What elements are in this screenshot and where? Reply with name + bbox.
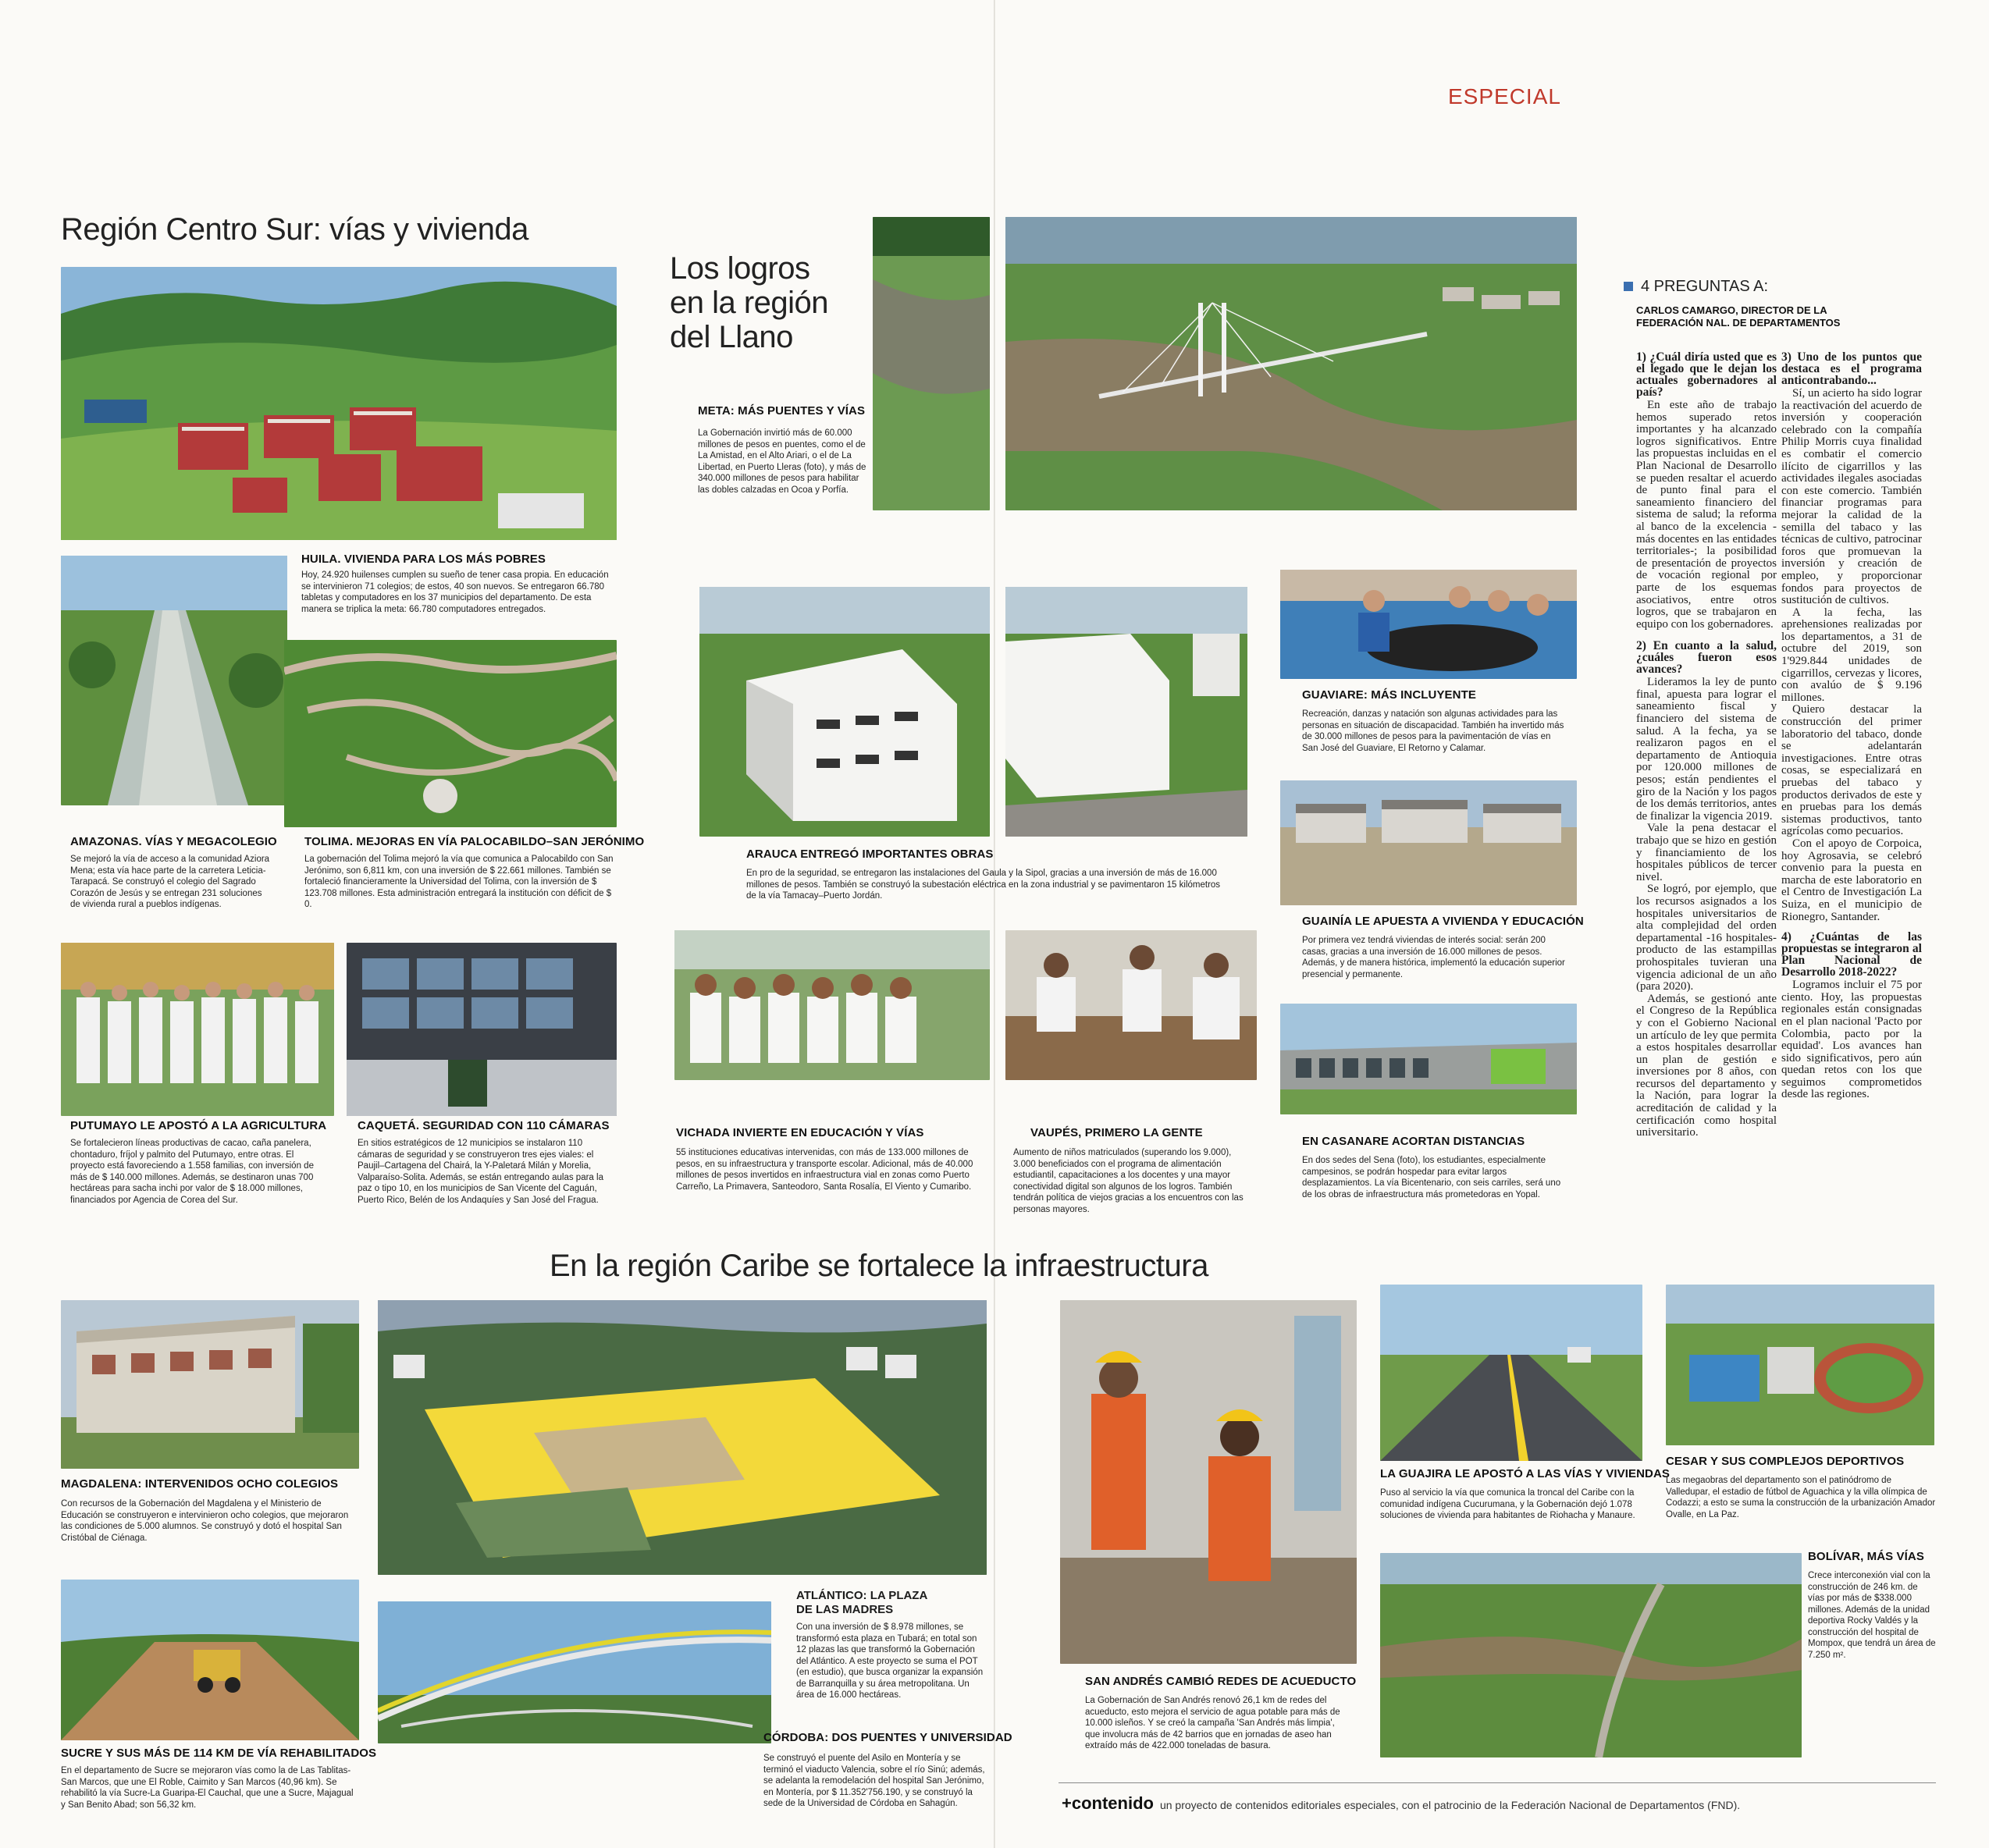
guainia-heading: GUAINÍA LE APUESTA A VIVIENDA Y EDUCACIÓN [1302, 915, 1584, 928]
sucre-heading: SUCRE Y SUS MÁS DE 114 KM DE VÍA REHABILITADOS [61, 1747, 377, 1760]
arauca-body: En pro de la seguridad, se entregaron las instalaciones del Gaula y la Sipol, gracias a una inversión de más de 16.000 millones de pesos. También se construyó la subestación eléctrica en la zona industrial y se pavimentaron 15 kilómetros de la vía Tamacay–Puerto Jordán. [746, 869, 1221, 901]
question-1: 1) ¿Cuál diría usted que es el legado que le dejan los actuales gobernadores al país? [1636, 350, 1777, 399]
caqueta-photo [347, 943, 617, 1116]
san-andres-photo [1060, 1300, 1357, 1664]
vaupes-heading: VAUPÉS, PRIMERO LA GENTE [1030, 1126, 1203, 1139]
san-andres-heading: SAN ANDRÉS CAMBIÓ REDES DE ACUEDUCTO [1085, 1675, 1357, 1688]
tolima-photo [284, 640, 617, 827]
caqueta-heading: CAQUETÁ. SEGURIDAD CON 110 CÁMARAS [358, 1119, 610, 1132]
answer-2b: Vale la pena destacar el trabajo que se hizo en gestión y financiamiento de los hospitales públicos de tercer nivel. [1636, 822, 1777, 883]
interview-subject-line-2: FEDERACIÓN NAL. DE DEPARTAMENTOS [1636, 317, 1841, 329]
meta-bridge-photo [1005, 217, 1577, 510]
putumayo-body: Se fortalecieron líneas productivas de cacao, caña panelera, chontaduro, fríjol y palmito del Putumayo, entre otras. El proyecto está favoreciendo a 1.558 familias, con inversión de más de $ 140.000 millones. Además, se destinaron unas 700 hectáreas para sacha inchi por valor de $ 18.000 millones, financiados por Agencia de Corea del Sur. [70, 1139, 314, 1205]
footer-text: un proyecto de contenidos editoriales especiales, con el patrocinio de la Federación Nacional de Departamentos (FND). [1159, 1799, 1741, 1811]
cesar-heading: CESAR Y SUS COMPLEJOS DEPORTIVOS [1666, 1455, 1905, 1468]
magdalena-heading: MAGDALENA: INTERVENIDOS OCHO COLEGIOS [61, 1477, 339, 1491]
caqueta-body: En sitios estratégicos de 12 municipios se instalaron 110 cámaras de seguridad y se construyeron tres ejes viales: el Paujil–Cartagena del Chairá, la Y-Paletará Milán y Morelia, Valparaíso-Solita. Además, se están entregando aulas para la paz o tipo 10, en los municipios de San Vicente del Caguán, Puerto Rico, Belén de los Andaquíes y San José del Fragua. [358, 1139, 603, 1205]
magdalena-body: Con recursos de la Gobernación del Magdalena y el Ministerio de Educación se construyeron e intervinieron ocho colegios, que mejoraron las condiciones de 5.000 alumnos. Se construyó y dotó el hospital San Cristóbal de Ciénaga. [61, 1499, 349, 1543]
guajira-heading: LA GUAJIRA LE APOSTÓ A LAS VÍAS Y VIVIENDAS [1380, 1467, 1671, 1480]
cordoba-body: Se construyó el puente del Asilo en Montería y se terminó el viaducto Valencia, sobre el río Sinú; además, se adelanta la remodelación del hospital San Jerónimo, en Montería, por $ 11.352'756.190, y se construyó la sede de la Universidad de Córdoba en Sahagún. [763, 1754, 985, 1808]
footer [1062, 1793, 1740, 1814]
cesar-body: Las megaobras del departamento son el patinódromo de Valledupar, el estadio de fútbol de Aguachica y la villa olímpica de Codazzi; a esto se suma la construcción de la urbanización Amador Ovalle, en La Paz. [1666, 1476, 1936, 1519]
sucre-photo [61, 1580, 359, 1740]
meta-body: La Gobernación invirtió más de 60.000 millones de pesos en puentes, como el de La Amistad, en el Alto Ariari, o el de La Libertad, en Puerto Lleras (foto), y más de 340.000 millones de pesos para habilitar las dobles calzadas en Ocoa y Porfía. [698, 428, 866, 495]
llano-title-line-2: en la región [670, 286, 829, 320]
answer-2d: Además, se gestionó ante el Congreso de la República y con el Gobierno Nacional un artículo de ley que permita a estos hospitales desarrollar un plan de gestión e inversiones por 8 años, con recursos del departamento y la Nación, para lograr la acreditación de calidad y la certificación como hospital universitario. [1636, 992, 1777, 1139]
guaviare-photo [1280, 570, 1577, 679]
caribe-title: En la región Caribe se fortalece la infraestructura [550, 1249, 1208, 1283]
atlantico-body: Con una inversión de $ 8.978 millones, se transformó esta plaza en Tubará; en total son 12 plazas las que transformó la Gobernación del Atlántico. A este proyecto se suma el POT (en estudio), que busca organizar la expansión de Barranquilla y su área metropolitana. Un área de 16.000 hectáreas. [796, 1622, 984, 1700]
vaupes-photo [1005, 930, 1257, 1080]
atlantico-heading [796, 1589, 927, 1617]
bolivar-body: Crece interconexión vial con la construcción de 246 km. de vías por más de $338.000 millones. Además de la unidad deportiva Rocky Valdés y la construcción del hospital de Mompox, que tendrá un área de 7.250 m². [1808, 1571, 1936, 1660]
page-fold [994, 0, 995, 1848]
magdalena-photo [61, 1300, 359, 1469]
huila-heading: HUILA. VIVIENDA PARA LOS MÁS POBRES [301, 553, 546, 566]
answer-4: Logramos incluir el 75 por ciento. Hoy, las propuestas regionales están consignadas en el plan nacional 'Pacto por Colombia, pacto por la equidad'. Los avances han sido significativos, pero aún quedan retos con los que seguimos comprometidos desde las regiones. [1781, 979, 1922, 1101]
interview-kicker-text: 4 PREGUNTAS A: [1641, 278, 1769, 295]
atlantico-heading-line-2: DE LAS MADRES [796, 1603, 894, 1616]
huila-photo [61, 267, 617, 540]
interview-subject-line-1: CARLOS CAMARGO, DIRECTOR DE LA [1636, 304, 1827, 316]
vichada-photo [674, 930, 990, 1080]
amazonas-heading: AMAZONAS. VÍAS Y MEGACOLEGIO [70, 835, 277, 848]
answer-3b: A la fecha, las aprehensiones realizadas por los departamentos, a 31 de octubre del 2019, son 1'929.844 unidades de cigarrillos, cervezas y licores, con avalúo de $ 9.196 millones. [1781, 606, 1922, 704]
answer-1: En este año de trabajo hemos superado retos importantes y ha alcanzado logros significativos. Entre las propuestas incluidas en el Plan Nacional de Desarrollo se pueden resaltar el acuerdo de punto final para el saneamiento financiero del sistema de salud; la reforma al banco de la excelencia -más docentes en las entidades territoriales-; la posibilidad de presentación de proyectos de vocación regional por parte de los esquemas asociativos, entre otros logros, que se trabajaron en equipo con los gobernadores. [1636, 399, 1777, 631]
guajira-body: Puso al servicio la vía que comunica la troncal del Caribe con la comunidad indígena Cucurumana, y la Gobernación dejó 1.078 soluciones de vivienda para habitantes de Riohacha y Manaure. [1380, 1488, 1635, 1520]
answer-3c: Quiero destacar la construcción del primer laboratorio del tabaco, donde se adelantarán investigaciones. Entre otras cosas, se especializará en pruebas del tabaco y productos derivados de este y en pruebas para los demás sistemas productivos, tanto agrícolas como pecuarios. [1781, 703, 1922, 838]
interview-kicker [1624, 278, 1768, 296]
footer-rule [1059, 1782, 1936, 1783]
bolivar-heading: BOLÍVAR, MÁS VÍAS [1808, 1550, 1924, 1563]
atlantico-heading-line-1: ATLÁNTICO: LA PLAZA [796, 1589, 928, 1602]
vichada-body: 55 instituciones educativas intervenidas, con más de 133.000 millones de pesos, en su infraestructura y transporte escolar. Adicional, más de 40.000 millones de pesos invertidos en infraestructura vial en zonas como Puerto Carreño, La Primavera, Santeodoro, Santa Rosalía, El Viento y Cumaribo. [676, 1148, 973, 1192]
interview-col-1 [1636, 348, 1777, 1139]
tolima-body: La gobernación del Tolima mejoró la vía que comunica a Palocabildo con San Jerónimo, son 6,811 km, con una inversión de $ 22.661 millones. También se fortaleció financieramente la Universidad del Tolima, con la inversión de $ 123.708 millones. Esta administración entregará la institución con déficit de $ 0. [304, 855, 614, 909]
guaviare-heading: GUAVIARE: MÁS INCLUYENTE [1302, 688, 1476, 702]
arauca-heading: ARAUCA ENTREGÓ IMPORTANTES OBRAS [746, 848, 994, 861]
casanare-photo [1280, 1004, 1577, 1114]
huila-body: Hoy, 24.920 huilenses cumplen su sueño de tener casa propia. En educación se intervinieron 71 colegios; de estos, 40 son nuevos. Se entregaron 66.780 tabletas y computadores en los 37 municipios del departamento. De esta manera se triplica la meta: 66.780 computadores entregados. [301, 570, 609, 614]
arauca-photo-left [699, 587, 990, 837]
vichada-heading: VICHADA INVIERTE EN EDUCACIÓN Y VÍAS [676, 1126, 924, 1139]
meta-heading: META: MÁS PUENTES Y VÍAS [698, 404, 866, 418]
question-2: 2) En cuanto a la salud, ¿cuáles fueron esos avances? [1636, 639, 1777, 677]
putumayo-photo [61, 943, 334, 1116]
footer-brand: +contenido [1062, 1793, 1154, 1813]
vaupes-body: Aumento de niños matriculados (superando los 9.000), 3.000 beneficiados con el programa de alimentación estudiantil, capacitaciones a los docentes y una mayor conectividad digital son algunos de los logros. También tendrán política de viejos gracias a los encuentros con las personas mayores. [1013, 1148, 1244, 1214]
llano-title-line-3: del Llano [670, 320, 793, 354]
san-andres-body: La Gobernación de San Andrés renovó 26,1 km de redes del acueducto, esto mejora el servicio de agua potable para más de 10.000 isleños. Y se creó la campaña 'San Andrés más limpia', que involucra más de 42 barrios que en jornadas de aseo han extraído más de 422.000 toneladas de basura. [1085, 1696, 1340, 1750]
atlantico-plaza-photo [378, 1300, 987, 1575]
section-label: ESPECIAL [1448, 84, 1561, 108]
question-4: 4) ¿Cuántas de las propuestas se integraron al Plan Nacional de Desarrollo 2018-2022? [1781, 930, 1922, 979]
square-bullet-icon [1624, 282, 1633, 291]
llano-title [670, 251, 828, 354]
interview-col-2 [1781, 348, 1922, 1101]
guainia-body: Por primera vez tendrá viviendas de interés social: serán 200 casas, gracias a una inversión de 16.000 millones de pesos. Además, y de manera histórica, implementó la educación superior presencial y permanente. [1302, 936, 1565, 979]
llano-title-line-1: Los logros [670, 251, 810, 286]
cesar-sports-photo [1666, 1285, 1934, 1445]
answer-3: Sí, un acierto ha sido lograr la reactivación del acuerdo de inversión y cooperación celebrado con la compañía Philip Morris cuya finalidad es combatir el comercio ilícito de cigarrillos y las actividades ilegales asociadas con este comercio. También financiar programas para mejorar la calidad de la semilla del tabaco y las técnicas de cultivo, patrocinar foros que promuevan la inversión y creación de empleo, y proporcionar fondos para proyectos de sustitución de cultivos. [1781, 387, 1922, 607]
guaviare-body: Recreación, danzas y natación son algunas actividades para las personas en situación de discapacidad. También ha invertido más de 30.000 millones de pesos para la pavimentación de vías en San José del Guaviare, El Retorno y Calamar. [1302, 709, 1564, 753]
cordoba-heading: CÓRDOBA: DOS PUENTES Y UNIVERSIDAD [763, 1731, 1012, 1744]
interview-subject [1636, 304, 1840, 329]
casanare-heading: EN CASANARE ACORTAN DISTANCIAS [1302, 1135, 1525, 1148]
centro-sur-title: Región Centro Sur: vías y vivienda [61, 212, 528, 247]
guainia-photo [1280, 780, 1577, 905]
bolivar-river-photo [1380, 1553, 1802, 1757]
sucre-body: En el departamento de Sucre se mejoraron vías como la de Las Tablitas-San Marcos, que une El Roble, Caimito y San Marcos (40,96 km). Se rehabilitó la vía Sucre-La Guaripa-El Cauchal, que une a Sucre, Majagual y San Benito Abad; son 56,32 km. [61, 1766, 354, 1810]
casanare-body: En dos sedes del Sena (foto), los estudiantes, especialmente campesinos, se podrán hospedar para evitar largos desplazamientos. La vía Bicentenario, con seis carriles, será uno de los obras de infraestructura más prometedoras en Yopal. [1302, 1156, 1561, 1199]
answer-2c: Se logró, por ejemplo, que los recursos asignados a los hospitales universitarios de alta complejidad del orden departamental -16 hospitales- producto de las estampillas prohospitales tuvieran una vigencia adicional de un año (para 2020). [1636, 883, 1777, 993]
meta-bridge-photo-left [873, 217, 990, 510]
answer-3d: Con el apoyo de Corpoica, hoy Agrosavia, se celebró convenio para la puesta en marcha de este laboratorio en el Centro de Investigación La Suiza, en el municipio de Rionegro, Santander. [1781, 837, 1922, 923]
answer-2: Lideramos la ley de punto final, apuesta para lograr el saneamiento fiscal y financiero del sistema de salud. A la fecha, ya se realizaron pagos en el departamento de Antioquia por 120.000 millones de pesos; están pendientes el giro de la Nación y los pagos de los demás territorios, antes de finalizar la vigencia 2019. [1636, 676, 1777, 823]
cordoba-bridge-photo [378, 1601, 771, 1743]
guajira-road-photo [1380, 1285, 1642, 1461]
tolima-heading: TOLIMA. MEJORAS EN VÍA PALOCABILDO–SAN JERÓNIMO [304, 835, 645, 848]
question-3: 3) Uno de los puntos que destaca es el programa anticontrabando... [1781, 350, 1922, 387]
amazonas-body: Se mejoró la vía de acceso a la comunidad Aziora Mena; esta vía hace parte de la carretera Leticia-Tarapacá. Se construyó el colegio del Sagrado Corazón de Jesús y se entregan 231 soluciones de vivienda rural a pueblos indígenas. [70, 855, 270, 909]
arauca-photo-right [1005, 587, 1247, 837]
putumayo-heading: PUTUMAYO LE APOSTÓ A LA AGRICULTURA [70, 1119, 327, 1132]
amazonas-photo [61, 556, 287, 805]
